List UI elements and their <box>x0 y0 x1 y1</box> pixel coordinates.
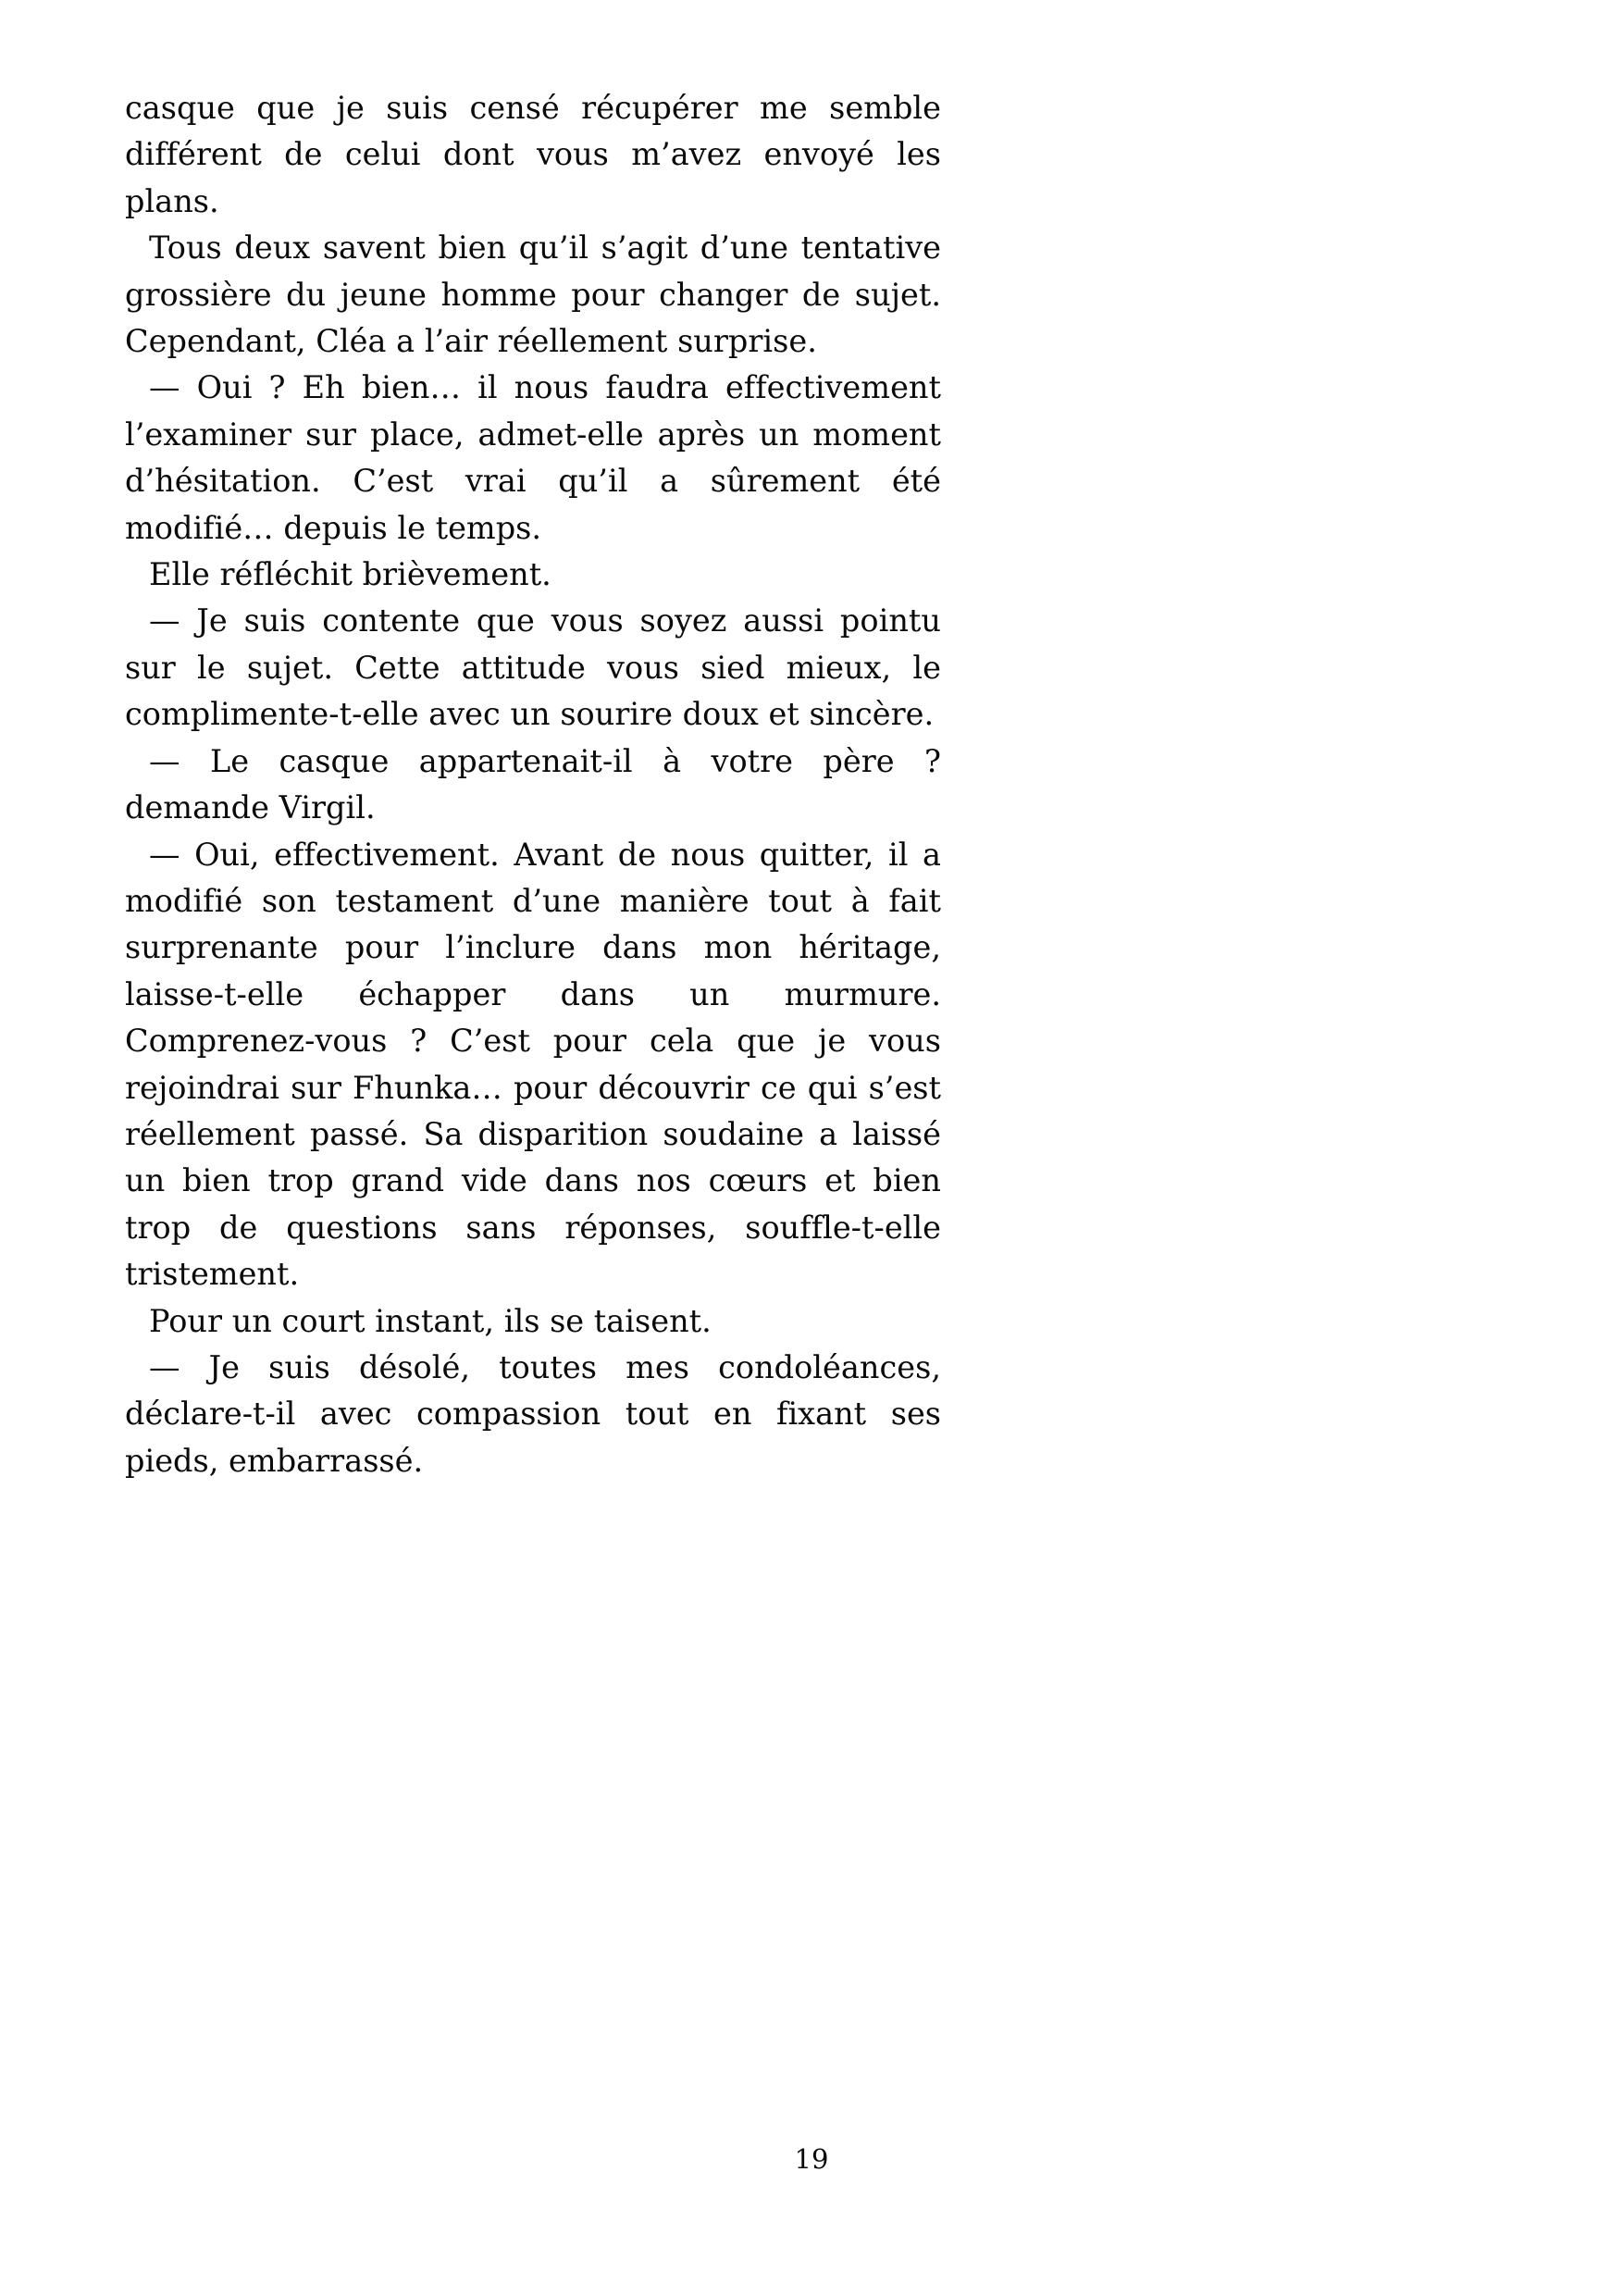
paragraph-narration: Tous deux savent bien qu’il s’agit d’une tentative grossière du jeune homme pour changer de sujet. Cependant, Cléa a l’air réellement surprise. <box>125 230 941 360</box>
paragraph-dialogue: — Je suis contente que vous soyez aussi pointu sur le sujet. Cette attitude vous sied mieux, le complimente-t-elle avec un sourire doux et sincère. <box>125 602 941 733</box>
paragraph-narration: Pour un court instant, ils se taisent. <box>149 1302 712 1339</box>
paragraph-dialogue: — Oui ? Eh bien… il nous faudra effectivement l’examiner sur place, admet-elle après un moment d’hésitation. C’est vrai qu’il a sûrement été modifié… depuis le temps. <box>125 369 941 546</box>
page-number: 19 <box>794 2143 829 2175</box>
paragraph-dialogue: — Oui, effectivement. Avant de nous quitter, il a modifié son testament d’une manière tout à fait surprenante pour l’inclure dans mon héritage, laisse-t-elle échapper dans un murmure. Comprenez-vous ? C’est pour cela que je vous rejoindrai sur Fhunka… pour découvrir ce qui s’est réellement passé. Sa disparition soudaine a laissé un bien trop grand vide dans nos cœurs et bien trop de questions sans réponses, souffle-t-elle tristement. <box>125 836 941 1293</box>
paragraph-narration: Elle réfléchit brièvement. <box>149 556 551 593</box>
page-text-block <box>125 85 941 1484</box>
paragraph-continuation: casque que je suis censé récupérer me semble différent de celui dont vous m’avez envoyé les plans. <box>125 90 941 219</box>
paragraph-dialogue: — Je suis désolé, toutes mes condoléances, déclare-t-il avec compassion tout en fixant ses pieds, embarrassé. <box>125 1348 941 1479</box>
paragraph-dialogue: — Le casque appartenait-il à votre père ? demande Virgil. <box>125 742 941 826</box>
